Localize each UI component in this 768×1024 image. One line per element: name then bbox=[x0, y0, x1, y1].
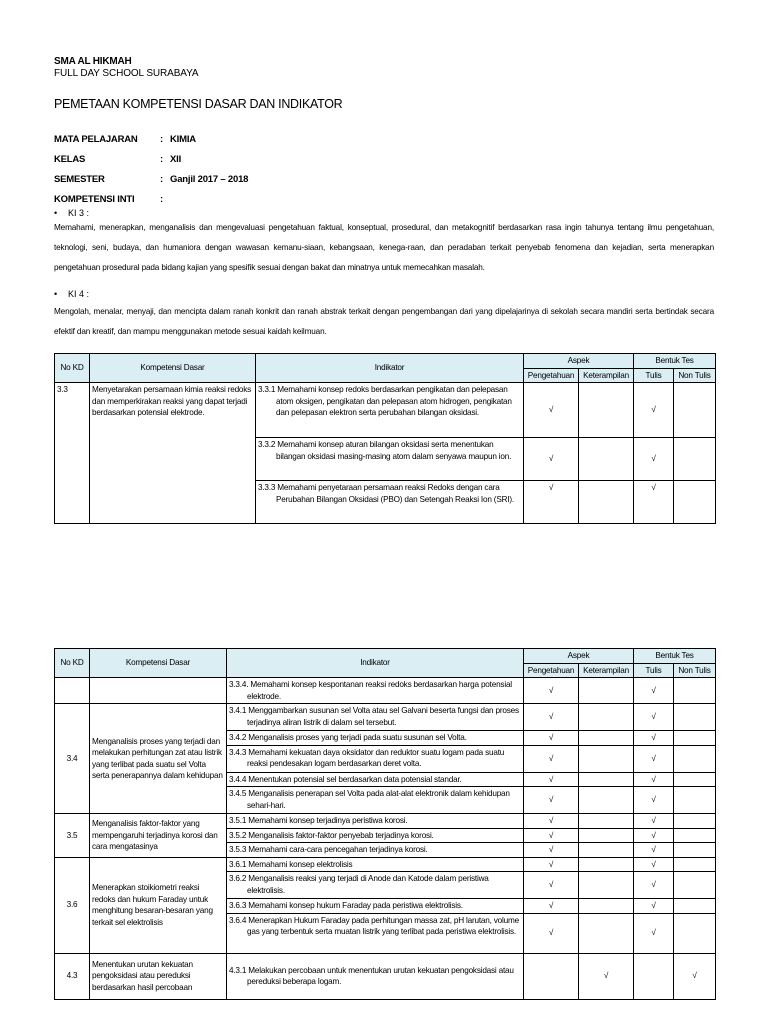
header-non-tulis: Non Tulis bbox=[674, 368, 716, 383]
empty-cell bbox=[579, 814, 634, 829]
check-mark: √ bbox=[524, 913, 579, 953]
empty-cell bbox=[579, 383, 634, 438]
bullet-dot: • bbox=[54, 208, 58, 218]
check-mark: √ bbox=[524, 872, 579, 899]
check-mark: √ bbox=[634, 383, 674, 438]
meta-value: KIMIA bbox=[170, 134, 196, 145]
indikator-text: 3.3.4. Memahami konsep kespontanan reaksi redoks berdasarkan harga potensial elektrode. bbox=[227, 678, 524, 704]
empty-cell bbox=[579, 913, 634, 953]
empty-cell bbox=[90, 678, 227, 704]
meta-colon: : bbox=[160, 174, 163, 185]
check-mark: √ bbox=[524, 857, 579, 872]
check-mark: √ bbox=[524, 843, 579, 858]
check-mark: √ bbox=[634, 772, 674, 787]
empty-cell bbox=[674, 787, 716, 814]
empty-cell bbox=[674, 745, 716, 772]
empty-cell bbox=[579, 828, 634, 843]
ki3-heading bbox=[54, 208, 89, 218]
check-mark: √ bbox=[524, 745, 579, 772]
empty-cell bbox=[579, 899, 634, 914]
check-mark: √ bbox=[634, 704, 674, 731]
header-aspek: Aspek bbox=[524, 354, 634, 369]
meta-colon: : bbox=[160, 134, 163, 145]
empty-cell bbox=[674, 872, 716, 899]
check-mark: √ bbox=[524, 438, 579, 481]
table-row bbox=[55, 857, 716, 872]
check-mark: √ bbox=[634, 843, 674, 858]
kd-number: 4.3 bbox=[55, 953, 90, 999]
kompetensi-text: Menganalisis faktor-faktor yang mempengaruhi terjadinya korosi dan cara mengatasinya bbox=[90, 814, 227, 858]
empty-cell bbox=[674, 913, 716, 953]
meta-row bbox=[54, 154, 248, 174]
check-mark: √ bbox=[524, 678, 579, 704]
indikator-text: 3.6.3 Memahami konsep hukum Faraday pada peristiwa elektrolisis. bbox=[227, 899, 524, 914]
empty-cell bbox=[579, 745, 634, 772]
empty-cell bbox=[579, 704, 634, 731]
check-mark: √ bbox=[634, 731, 674, 746]
header-bentuk-tes: Bentuk Tes bbox=[634, 354, 716, 369]
indikator-text: 3.3.2 Memahami konsep aturan bilangan oksidasi serta menentukan bilangan oksidasi masing-masing atom dalam senyawa maupun ion. bbox=[256, 438, 524, 481]
indikator-text: 3.4.5 Menganalisis penerapan sel Volta pada alat-alat elektronik dalam kehidupan sehari-hari. bbox=[227, 787, 524, 814]
check-mark: √ bbox=[524, 814, 579, 829]
check-mark: √ bbox=[634, 913, 674, 953]
kompetensi-text: Menganalisis proses yang terjadi dan melakukan perhitungan zat atau listrik yang terlibat pada suatu sel Volta serta penerapannya dalam kehidupan bbox=[90, 704, 227, 814]
ki3-text: Memahami, menerapkan, menganalisis dan mengevaluasi pengetahuan faktual, konseptual, prosedural, dan metakognitif berdasarkan rasa ingin tahunya tentang ilmu pengetahuan, teknologi, seni, budaya, dan humaniora dengan wawasan kemanu-siaan, kebangsaan, kenega-raan, dan peradaban terkait penyebab fenomena dan kejadian, serta menerapkan pengetahuan prosedural pada bidang kajian yang spesifik sesuai dengan bakat dan minatnya untuk memecahkan masalah. bbox=[54, 223, 714, 272]
competency-table-2 bbox=[54, 648, 716, 1000]
competency-table-1 bbox=[54, 353, 716, 524]
check-mark: √ bbox=[634, 899, 674, 914]
check-mark: √ bbox=[524, 731, 579, 746]
empty-cell bbox=[674, 731, 716, 746]
header-tulis: Tulis bbox=[634, 368, 674, 383]
check-mark: √ bbox=[634, 828, 674, 843]
empty-cell bbox=[674, 828, 716, 843]
meta-colon: : bbox=[160, 194, 163, 205]
table-row bbox=[55, 953, 716, 999]
meta-key: KOMPETENSI INTI bbox=[54, 194, 135, 205]
empty-cell bbox=[579, 872, 634, 899]
empty-cell bbox=[674, 857, 716, 872]
indikator-text: 3.5.2 Menganalisis faktor-faktor penyebab terjadinya korosi. bbox=[227, 828, 524, 843]
check-mark: √ bbox=[524, 828, 579, 843]
empty-cell bbox=[674, 438, 716, 481]
meta-row bbox=[54, 174, 248, 194]
empty-cell bbox=[579, 481, 634, 524]
meta-key: SEMESTER bbox=[54, 174, 105, 185]
school-subtitle: FULL DAY SCHOOL SURABAYA bbox=[54, 68, 199, 79]
ki3-label: KI 3 : bbox=[68, 208, 90, 218]
check-mark: √ bbox=[524, 899, 579, 914]
header-non-tulis: Non Tulis bbox=[674, 663, 716, 678]
meta-key: MATA PELAJARAN bbox=[54, 134, 138, 145]
header-pengetahuan: Pengetahuan bbox=[524, 368, 579, 383]
check-mark: √ bbox=[634, 814, 674, 829]
empty-cell bbox=[524, 953, 579, 999]
empty-cell bbox=[674, 383, 716, 438]
header-kompetensi: Kompetensi Dasar bbox=[90, 649, 227, 678]
indikator-text: 3.4.4 Menentukan potensial sel berdasarkan data potensial standar. bbox=[227, 772, 524, 787]
table-row bbox=[55, 678, 716, 704]
header-kompetensi: Kompetensi Dasar bbox=[90, 354, 256, 383]
table-row bbox=[55, 814, 716, 829]
meta-value: Ganjil 2017 – 2018 bbox=[170, 174, 249, 185]
indikator-text: 3.3.3 Memahami penyetaraan persamaan reaksi Redoks dengan cara Perubahan Bilangan Oksidasi (PBO) dan Setengah Reaksi Ion (SRI). bbox=[256, 481, 524, 524]
header-aspek: Aspek bbox=[524, 649, 634, 664]
empty-cell bbox=[579, 787, 634, 814]
empty-cell bbox=[579, 772, 634, 787]
empty-cell bbox=[579, 438, 634, 481]
ki4-text: Mengolah, menalar, menyaji, dan mencipta dalam ranah konkrit dan ranah abstrak terkait dengan pengembangan dari yang dipelajarinya di sekolah secara mandiri serta bertindak secara efektif dan kreatif, dan mampu menggunakan metode sesuai kaidah keilmuan. bbox=[54, 307, 714, 336]
ki4-label: KI 4 : bbox=[68, 289, 90, 299]
check-mark: √ bbox=[674, 953, 716, 999]
meta-key: KELAS bbox=[54, 154, 86, 165]
header-keterampilan: Keterampilan bbox=[579, 368, 634, 383]
kd-number: 3.5 bbox=[55, 814, 90, 858]
empty-cell bbox=[674, 843, 716, 858]
meta-row bbox=[54, 134, 248, 154]
header-no-kd: No KD bbox=[55, 354, 90, 383]
check-mark: √ bbox=[634, 857, 674, 872]
header-no-kd: No KD bbox=[55, 649, 90, 678]
indikator-text: 3.6.1 Memahami konsep elektrolisis bbox=[227, 857, 524, 872]
header-tulis: Tulis bbox=[634, 663, 674, 678]
indikator-text: 3.5.3 Memahami cara-cara pencegahan terjadinya korosi. bbox=[227, 843, 524, 858]
empty-cell bbox=[634, 953, 674, 999]
empty-cell bbox=[674, 772, 716, 787]
indikator-text: 3.6.4 Menerapkan Hukum Faraday pada perhitungan massa zat, pH larutan, volume gas yang terbentuk serta muatan listrik yang terlibat pada peristiwa elektrolisis. bbox=[227, 913, 524, 953]
header-pengetahuan: Pengetahuan bbox=[524, 663, 579, 678]
indikator-text: 3.6.2 Menganalisis reaksi yang terjadi di Anode dan Katode dalam peristiwa elektrolisis. bbox=[227, 872, 524, 899]
header-indikator: Indikator bbox=[256, 354, 524, 383]
indikator-text: 3.5.1 Memahami konsep terjadinya peristiwa korosi. bbox=[227, 814, 524, 829]
check-mark: √ bbox=[634, 787, 674, 814]
check-mark: √ bbox=[634, 438, 674, 481]
check-mark: √ bbox=[634, 481, 674, 524]
header-keterampilan: Keterampilan bbox=[579, 663, 634, 678]
meta-colon: : bbox=[160, 154, 163, 165]
empty-cell bbox=[674, 481, 716, 524]
indikator-text: 4.3.1 Melakukan percobaan untuk menentukan urutan kekuatan pengoksidasi atau pereduksi beberapa logam. bbox=[227, 953, 524, 999]
empty-cell bbox=[579, 731, 634, 746]
check-mark: √ bbox=[524, 704, 579, 731]
meta-block bbox=[54, 134, 248, 214]
empty-cell bbox=[579, 843, 634, 858]
empty-cell bbox=[674, 899, 716, 914]
indikator-text: 3.4.2 Menganalisis proses yang terjadi pada suatu susunan sel Volta. bbox=[227, 731, 524, 746]
check-mark: √ bbox=[634, 872, 674, 899]
kompetensi-text: Menyetarakan persamaan kimia reaksi redoks dan memperkirakan reaksi yang dapat terjadi berdasarkan potensial elektrode. bbox=[90, 383, 256, 524]
table-row bbox=[55, 704, 716, 731]
document-title: PEMETAAN KOMPETENSI DASAR DAN INDIKATOR bbox=[54, 97, 343, 111]
empty-cell bbox=[674, 678, 716, 704]
kd-number: 3.3 bbox=[55, 383, 90, 524]
check-mark: √ bbox=[524, 383, 579, 438]
indikator-text: 3.4.1 Menggambarkan susunan sel Volta atau sel Galvani beserta fungsi dan proses terjadinya aliran listrik di dalam sel tersebut. bbox=[227, 704, 524, 731]
header-indikator: Indikator bbox=[227, 649, 524, 678]
check-mark: √ bbox=[579, 953, 634, 999]
kd-number: 3.6 bbox=[55, 857, 90, 953]
check-mark: √ bbox=[524, 772, 579, 787]
table-row bbox=[55, 383, 716, 438]
kd-number: 3.4 bbox=[55, 704, 90, 814]
empty-cell bbox=[579, 857, 634, 872]
check-mark: √ bbox=[634, 745, 674, 772]
meta-value: XII bbox=[170, 154, 182, 165]
empty-cell bbox=[55, 678, 90, 704]
indikator-text: 3.3.1 Memahami konsep redoks berdasarkan pengikatan dan pelepasan atom oksigen, pengikatan dan pelepasan atom hidrogen, pengikatan dan pelepasan elektron serta perubahan bilangan oksidasi. bbox=[256, 383, 524, 438]
ki4-heading bbox=[54, 289, 89, 299]
header-bentuk-tes: Bentuk Tes bbox=[634, 649, 716, 664]
school-name: SMA AL HIKMAH bbox=[54, 56, 132, 67]
empty-cell bbox=[674, 704, 716, 731]
kompetensi-text: Menentukan urutan kekuatan pengoksidasi atau pereduksi berdasarkan hasil percobaan bbox=[90, 953, 227, 999]
bullet-dot: • bbox=[54, 289, 58, 299]
kompetensi-text: Menerapkan stoikiometri reaksi redoks dan hukum Faraday untuk menghitung besaran-besaran yang terkait sel elektrolisis bbox=[90, 857, 227, 953]
empty-cell bbox=[674, 814, 716, 829]
empty-cell bbox=[579, 678, 634, 704]
indikator-text: 3.4.3 Memahami kekuatan daya oksidator dan reduktor suatu logam pada suatu reaksi pendesakan logam berdasarkan deret volta. bbox=[227, 745, 524, 772]
check-mark: √ bbox=[524, 787, 579, 814]
check-mark: √ bbox=[524, 481, 579, 524]
check-mark: √ bbox=[634, 678, 674, 704]
